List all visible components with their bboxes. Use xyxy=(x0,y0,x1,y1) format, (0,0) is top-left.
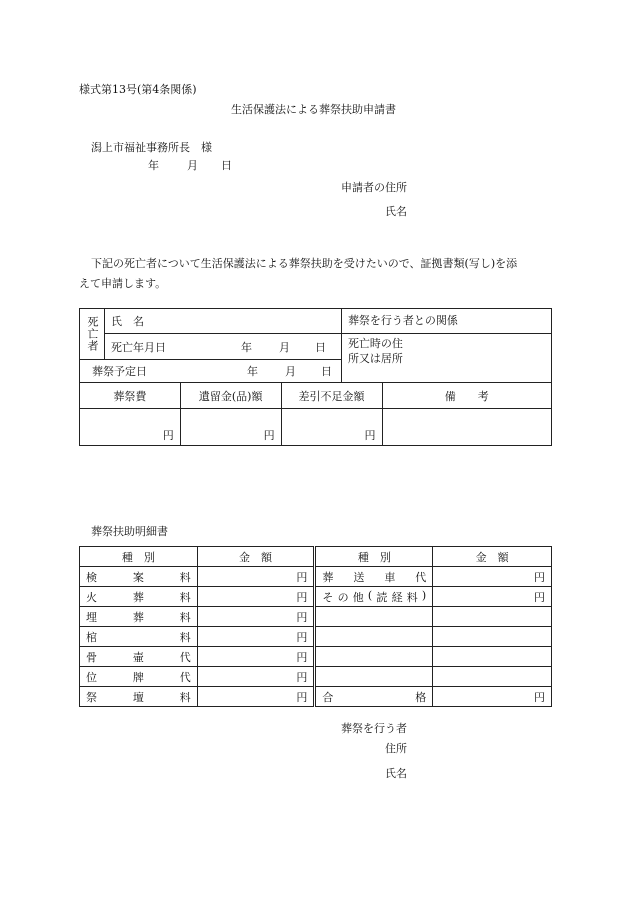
breakdown-row xyxy=(80,647,552,667)
breakdown-row xyxy=(80,587,552,607)
breakdown-title: 葬祭扶助明細書 xyxy=(91,525,168,538)
deceased-info-table xyxy=(79,308,552,383)
header-amount-right: 金 額 xyxy=(433,547,552,567)
col-shortfall: 差引不足金額 xyxy=(281,383,382,409)
right-item-amount xyxy=(433,647,552,667)
left-item-amount: 円 xyxy=(197,627,315,647)
left-item-text: 火 葬 料 xyxy=(86,590,191,604)
performer-label: 葬祭を行う者 xyxy=(341,722,407,735)
left-item-label xyxy=(80,647,198,667)
addressee: 潟上市福祉事務所長 様 xyxy=(91,141,212,154)
right-item-text: そ の 他 ( 読 経 料 ) xyxy=(322,588,427,604)
left-item-text: 位 牌 代 xyxy=(86,670,191,684)
right-item-label xyxy=(315,667,433,687)
application-text-line2: えて申請します。 xyxy=(79,277,167,290)
left-item-text: 棺 料 xyxy=(86,630,191,644)
performer-name-label: 氏名 xyxy=(385,767,407,780)
death-month: 月 xyxy=(278,340,290,354)
breakdown-row xyxy=(80,687,552,707)
death-year: 年 xyxy=(240,340,252,354)
death-date-label: 死亡年月日 xyxy=(110,340,166,354)
left-item-label xyxy=(80,667,198,687)
header-kind-right: 種 別 xyxy=(315,547,433,567)
date-year-label: 年 xyxy=(148,159,159,172)
left-item-label xyxy=(80,607,198,627)
col-funeral-cost: 葬祭費 xyxy=(80,383,181,409)
breakdown-row xyxy=(80,607,552,627)
total-label: 合 格 xyxy=(322,690,427,704)
left-item-amount: 円 xyxy=(197,667,315,687)
left-item-text: 骨 壷 代 xyxy=(86,650,191,664)
funeral-cost-yen: 円 xyxy=(80,409,181,446)
right-item-label xyxy=(315,627,433,647)
right-item-label xyxy=(315,647,433,667)
application-text-line1: 下記の死亡者について生活保護法による葬祭扶助を受けたいので、証拠書類(写し)を添 xyxy=(91,257,518,270)
breakdown-row xyxy=(80,667,552,687)
left-item-label xyxy=(80,587,198,607)
death-day: 日 xyxy=(314,340,326,354)
breakdown-table xyxy=(79,546,552,707)
address-at-death-line1: 死亡時の住 xyxy=(347,337,403,350)
funeral-month: 月 xyxy=(285,365,296,378)
address-at-death-line2: 所又は居所 xyxy=(347,352,403,365)
performer-address-label: 住所 xyxy=(385,742,407,755)
address-at-death xyxy=(341,334,551,383)
header-kind-left: 種 別 xyxy=(80,547,198,567)
funeral-year: 年 xyxy=(247,365,258,378)
right-item-amount xyxy=(433,627,552,647)
name-label: 氏 名 xyxy=(104,309,341,334)
left-item-label xyxy=(80,687,198,707)
deceased-label: 死亡者 xyxy=(80,309,105,360)
funeral-date-row xyxy=(80,360,342,383)
left-item-amount: 円 xyxy=(197,607,315,627)
header-amount-left: 金 額 xyxy=(197,547,315,567)
right-item-amount: 円 xyxy=(433,687,552,707)
breakdown-row xyxy=(80,567,552,587)
right-item-label xyxy=(315,607,433,627)
relation-label: 葬祭を行う者との関係 xyxy=(341,309,551,334)
funeral-cost-table xyxy=(79,382,552,446)
left-item-amount: 円 xyxy=(197,567,315,587)
left-item-text: 埋 葬 料 xyxy=(86,610,191,624)
left-item-amount: 円 xyxy=(197,587,315,607)
left-item-label xyxy=(80,567,198,587)
right-item-label xyxy=(315,567,433,587)
right-item-amount: 円 xyxy=(433,587,552,607)
remarks-cell xyxy=(382,409,552,446)
left-item-label xyxy=(80,627,198,647)
form-number: 様式第13号(第4条関係) xyxy=(79,83,197,96)
col-remaining-money: 遺留金(品)額 xyxy=(180,383,281,409)
date-day-label: 日 xyxy=(221,159,232,172)
form-title: 生活保護法による葬祭扶助申請書 xyxy=(231,103,396,116)
right-item-amount: 円 xyxy=(433,567,552,587)
right-item-amount xyxy=(433,667,552,687)
left-item-text: 検 案 料 xyxy=(86,570,191,584)
right-item-text: 葬 送 車 代 xyxy=(322,570,427,584)
shortfall-yen: 円 xyxy=(281,409,382,446)
applicant-name-label: 氏名 xyxy=(385,205,407,218)
funeral-date-label: 葬祭予定日 xyxy=(92,365,147,378)
date-month-label: 月 xyxy=(187,159,198,172)
breakdown-row xyxy=(80,627,552,647)
applicant-address-label: 申請者の住所 xyxy=(341,181,407,194)
death-date-row xyxy=(104,334,341,360)
right-item-label xyxy=(315,687,433,707)
right-item-label xyxy=(315,587,433,607)
right-item-amount xyxy=(433,607,552,627)
funeral-day: 日 xyxy=(321,365,332,378)
remaining-money-yen: 円 xyxy=(180,409,281,446)
left-item-amount: 円 xyxy=(197,647,315,667)
left-item-text: 祭 壇 料 xyxy=(86,690,191,704)
left-item-amount: 円 xyxy=(197,687,315,707)
col-remarks: 備 考 xyxy=(382,383,552,409)
